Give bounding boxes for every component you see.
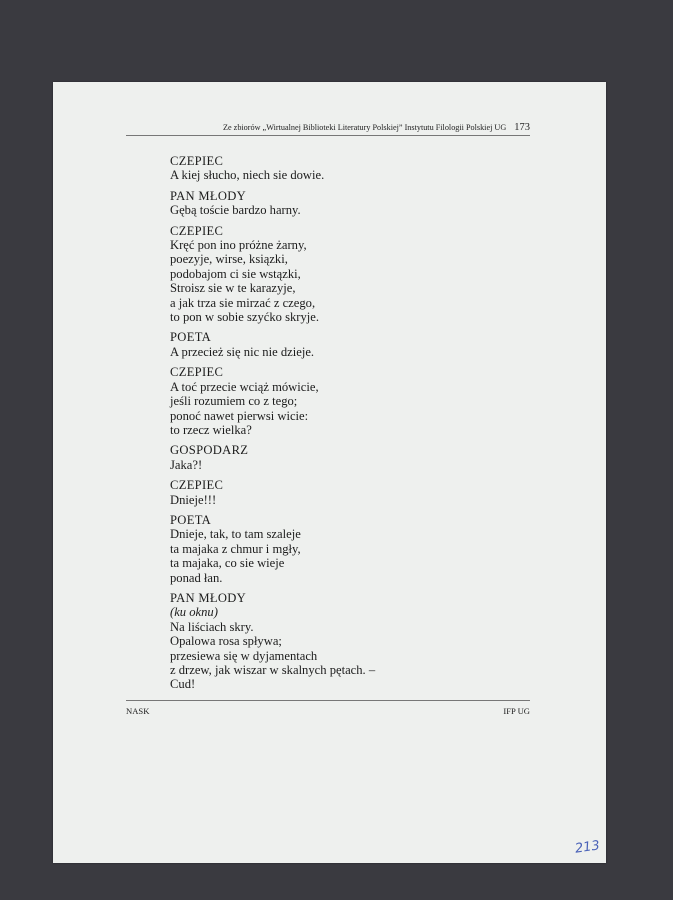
dialogue-block [170, 330, 375, 359]
document-page [53, 82, 606, 863]
verse-line: A toć przecie wciąż mówicie, [170, 379, 319, 394]
page-number: 173 [514, 122, 530, 133]
verse-line: Opalowa rosa spływa; [170, 634, 282, 649]
drama-text [170, 154, 375, 698]
running-header [126, 122, 530, 136]
footer-right: IFP UG [503, 706, 530, 716]
speaker-name: CZEPIEC [170, 223, 224, 238]
dialogue-block [170, 478, 375, 507]
verse-line: ta majaka z chmur i mgły, [170, 541, 301, 556]
verse-line: ta majaka, co sie wieje [170, 556, 285, 571]
verse-line: Gębą toście bardzo harny. [170, 203, 301, 218]
verse-line: A przecież się nic nie dzieje. [170, 344, 315, 359]
dialogue-block [170, 365, 375, 437]
verse-line: ponoć nawet pierwsi wicie: [170, 408, 309, 423]
speaker-name: POETA [170, 330, 212, 345]
speaker-name: POETA [170, 512, 212, 527]
verse-line: Kręć pon ino próżne żarny, [170, 238, 307, 253]
speaker-name: CZEPIEC [170, 478, 224, 493]
speaker-name: PAN MŁODY [170, 590, 247, 605]
verse-line: to rzecz wielka? [170, 422, 252, 437]
speaker-name: PAN MŁODY [170, 188, 247, 203]
verse-line: przesiewa się w dyjamentach [170, 648, 318, 663]
verse-line: Cud! [170, 677, 196, 692]
dialogue-block [170, 591, 375, 692]
verse-line: podobajom ci sie wstązki, [170, 266, 301, 281]
verse-line: jeśli rozumiem co z tego; [170, 394, 298, 409]
verse-line: to pon w sobie szyćko skryje. [170, 310, 320, 325]
dialogue-block [170, 224, 375, 325]
footer-left: NASK [126, 706, 150, 716]
speaker-name: GOSPODARZ [170, 443, 249, 458]
verse-line: Dnieje, tak, to tam szaleje [170, 527, 301, 542]
verse-line: Jaka?! [170, 457, 203, 472]
stage-direction: (ku oknu) [170, 605, 218, 620]
speaker-name: CZEPIEC [170, 154, 224, 168]
verse-line: ponad łan. [170, 570, 223, 585]
dialogue-block [170, 154, 375, 183]
speaker-name: CZEPIEC [170, 365, 224, 380]
verse-line: Na liściach skry. [170, 619, 254, 634]
handwritten-page-note: 213 [574, 838, 601, 857]
verse-line: A kiej słucho, niech sie dowie. [170, 168, 325, 183]
page-footer [126, 700, 530, 716]
dialogue-block [170, 443, 375, 472]
dialogue-block [170, 189, 375, 218]
verse-line: a jak trza sie mirzać z czego, [170, 295, 316, 310]
verse-line: poezyje, wirse, ksiązki, [170, 252, 288, 267]
verse-line: Dnieje!!! [170, 492, 217, 507]
verse-line: Stroisz sie w te karazyje, [170, 281, 296, 296]
header-source-text: Ze zbiorów „Wirtualnej Biblioteki Literatury Polskiej” Instytutu Filologii Polskiej UG [223, 123, 507, 132]
dialogue-block [170, 513, 375, 585]
verse-line: z drzew, jak wiszar w skalnych pętach. – [170, 663, 376, 677]
